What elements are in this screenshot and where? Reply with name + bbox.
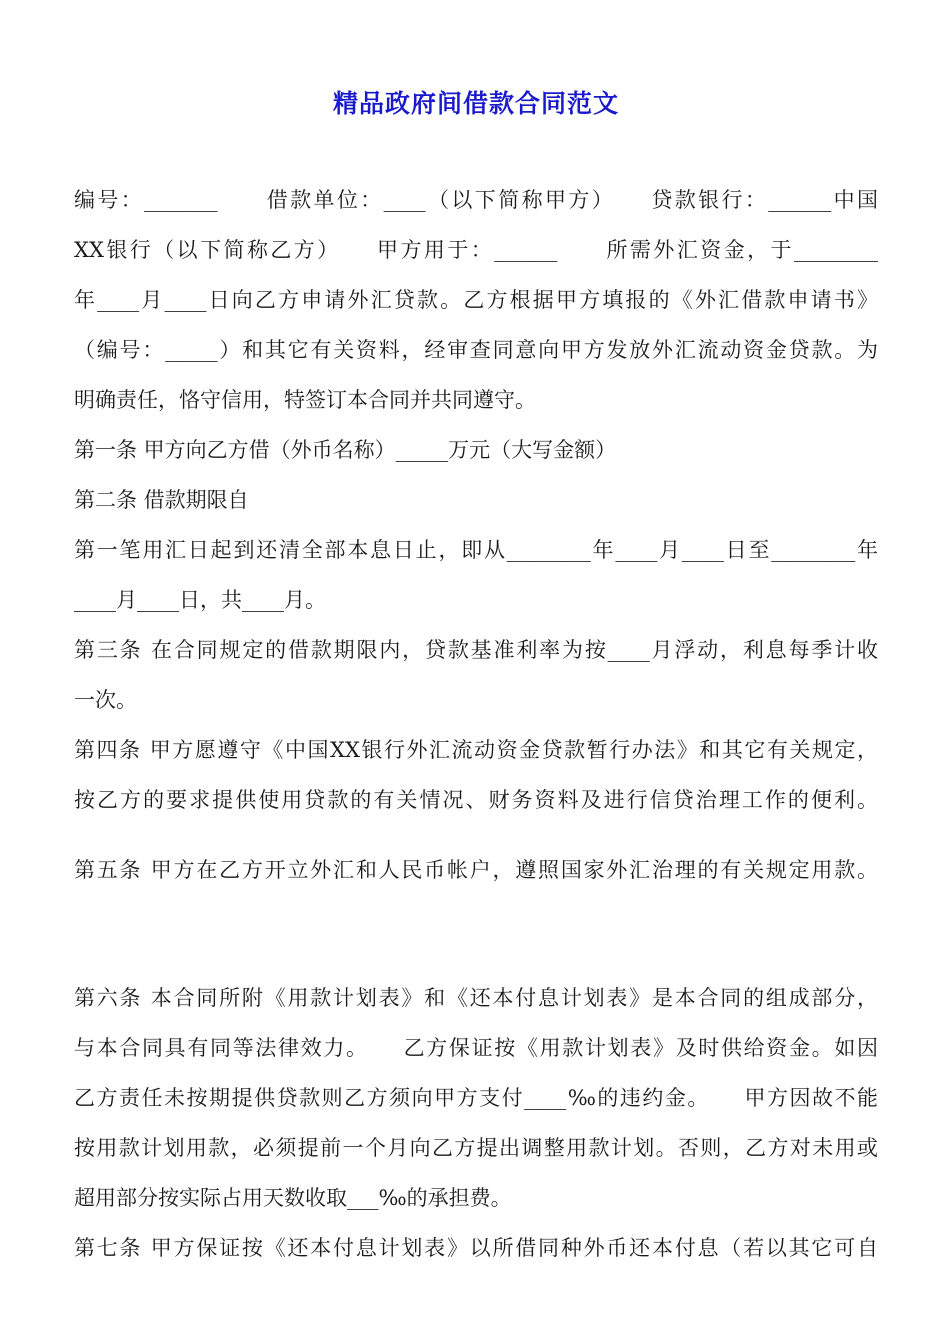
clause-3: 第三条 在合同规定的借款期限内，贷款基准利率为按____月浮动，利息每季计收	[74, 638, 878, 662]
paragraph-line: 一次。	[74, 688, 137, 712]
paragraph-line: XX银行（以下简称乙方） 甲方用于：______ 所需外汇资金，于________	[74, 238, 878, 262]
paragraph-line: 超用部分按实际占用天数收取___‰的承担费。	[74, 1186, 512, 1210]
clause-1: 第一条 甲方向乙方借（外币名称）_____万元（大写金额）	[74, 438, 617, 462]
paragraph-line: 明确责任，恪守信用，特签订本合同并共同遵守。	[74, 388, 536, 412]
paragraph-line: 按乙方的要求提供使用贷款的有关情况、财务资料及进行信贷治理工作的便利。	[74, 788, 878, 812]
paragraph-line: 年____月____日向乙方申请外汇贷款。乙方根据甲方填报的《外汇借款申请书》	[74, 288, 878, 312]
clause-6: 第六条 本合同所附《用款计划表》和《还本付息计划表》是本合同的组成部分，	[74, 986, 878, 1010]
clause-7: 第七条 甲方保证按《还本付息计划表》以所借同种外币还本付息（若以其它可自	[74, 1236, 878, 1260]
document-title: 精品政府间借款合同范文	[332, 89, 619, 118]
paragraph-line: 编号：_______ 借款单位：____（以下简称甲方） 贷款银行：______中国	[74, 188, 878, 212]
clause-5: 第五条 甲方在乙方开立外汇和人民币帐户，遵照国家外汇治理的有关规定用款。	[74, 858, 878, 882]
paragraph-line: 第一笔用汇日起到还清全部本息日止，即从________年____月____日至________年	[74, 538, 878, 562]
paragraph-line: ____月____日，共____月。	[74, 588, 326, 612]
paragraph-line: 与本合同具有同等法律效力。 乙方保证按《用款计划表》及时供给资金。如因	[74, 1036, 878, 1060]
paragraph-line: （编号：_____）和其它有关资料，经审查同意向甲方发放外汇流动资金贷款。为	[74, 338, 878, 362]
paragraph-line: 按用款计划用款，必须提前一个月向乙方提出调整用款计划。否则，乙方对未用或	[74, 1136, 878, 1160]
paragraph-line: 乙方责任未按期提供贷款则乙方须向甲方支付____‰的违约金。 甲方因故不能	[74, 1086, 878, 1110]
clause-4: 第四条 甲方愿遵守《中国XX银行外汇流动资金贷款暂行办法》和其它有关规定，	[74, 738, 878, 762]
clause-2: 第二条 借款期限自	[74, 488, 249, 512]
